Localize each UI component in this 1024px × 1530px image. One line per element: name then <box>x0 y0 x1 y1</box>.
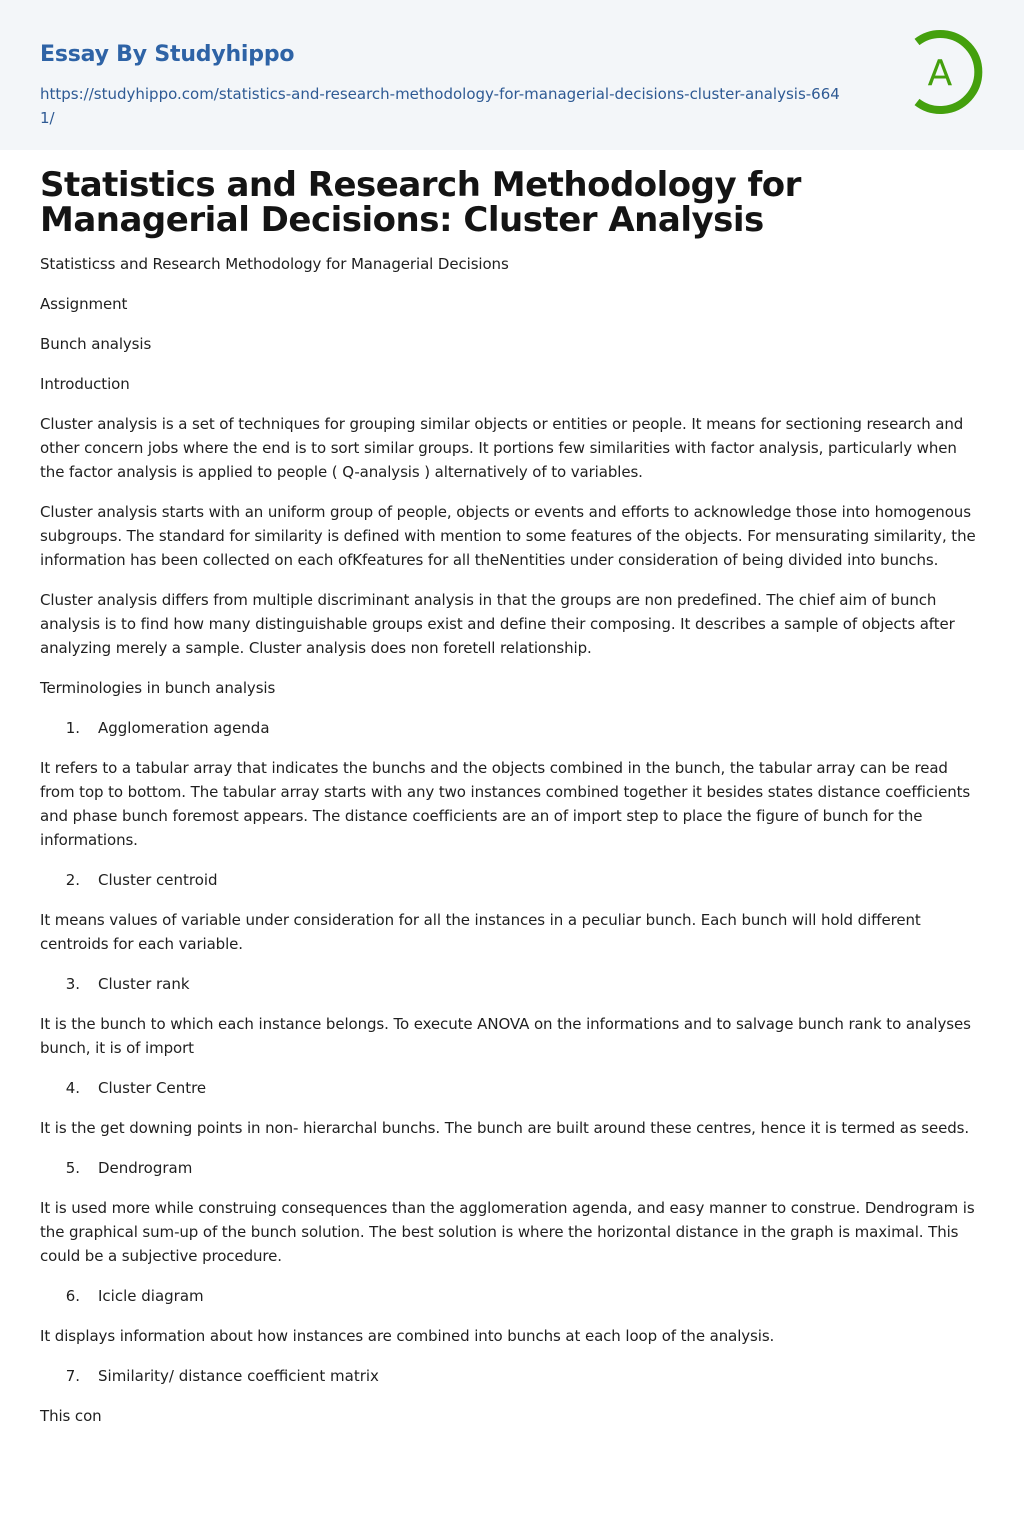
term-number: 1. <box>65 719 80 737</box>
term-description: It is the get downing points in non- hierarchal bunchs. The bunch are built around these centres, hence it is termed as seeds. <box>40 1119 970 1137</box>
term-description: It displays information about how instances are combined into bunchs at each loop of the analysis. <box>40 1327 775 1345</box>
term-name: Cluster centroid <box>98 871 218 889</box>
term-list-item <box>40 1076 984 1100</box>
term-description: It is the bunch to which each instance belongs. To execute ANOVA on the informations and to salvage bunch rank to analyses bunch, it is of import <box>40 1015 971 1057</box>
term-name: Cluster Centre <box>98 1079 207 1097</box>
term-list-item <box>40 1284 984 1308</box>
site-header <box>0 0 1024 150</box>
term-number: 5. <box>65 1159 80 1177</box>
terminology-heading: Terminologies in bunch analysis <box>40 679 276 697</box>
term-name: Icicle diagram <box>98 1287 204 1305</box>
intro-line: Bunch analysis <box>40 335 152 353</box>
term-name: Cluster rank <box>98 975 190 993</box>
paragraph: Cluster analysis is a set of techniques for grouping similar objects or entities or people. It means for sectioning research and other concern jobs where the end is to sort similar groups. It portions few similarities with factor analysis, particularly when the factor analysis is applied to people ( Q-analysis ) alternatively of to variables. <box>40 415 964 481</box>
article-title: Statistics and Research Methodology for Managerial Decisions: Cluster Analysis <box>40 165 801 240</box>
intro-line: Assignment <box>40 295 128 313</box>
article-body <box>0 150 1024 1428</box>
essay-url-link[interactable]: https://studyhippo.com/statistics-and-research-methodology-for-managerial-decisions-cluster-analysis-6641/ <box>40 85 840 127</box>
term-number: 2. <box>65 871 80 889</box>
paragraph: Cluster analysis starts with an uniform group of people, objects or events and efforts to acknowledge those into homogenous subgroups. The standard for similarity is defined with mention to some features of the objects. For mensurating similarity, the information has been collected on each ofKfeatures for all theNentities under consideration of being divided into bunchs. <box>40 503 976 569</box>
term-number: 4. <box>65 1079 80 1097</box>
term-list-item <box>40 1364 984 1388</box>
term-description: This con <box>40 1407 102 1425</box>
term-name: Dendrogram <box>98 1159 193 1177</box>
term-list-item <box>40 972 984 996</box>
intro-line: Introduction <box>40 375 130 393</box>
term-name: Similarity/ distance coefficient matrix <box>98 1367 379 1385</box>
studyhippo-logo-icon[interactable] <box>905 28 989 116</box>
term-list-item <box>40 716 984 740</box>
term-description: It means values of variable under consideration for all the instances in a peculiar bunch. Each bunch will hold different centroids for each variable. <box>40 911 921 953</box>
term-list-item <box>40 868 984 892</box>
term-number: 3. <box>65 975 80 993</box>
term-number: 7. <box>65 1367 80 1385</box>
intro-line: Statisticss and Research Methodology for Managerial Decisions <box>40 255 509 273</box>
term-description: It is used more while construing consequences than the agglomeration agenda, and easy manner to construe. Dendrogram is the graphical sum-up of the bunch solution. The best solution is where the horizontal distance in the graph is maximal. This could be a subjective procedure. <box>40 1199 975 1265</box>
logo-letter: A <box>927 53 953 94</box>
term-name: Agglomeration agenda <box>98 719 270 737</box>
term-list-item <box>40 1156 984 1180</box>
term-description: It refers to a tabular array that indicates the bunchs and the objects combined in the bunch, the tabular array can be read from top to bottom. The tabular array starts with any two instances combined together it besides states distance coefficients and phase bunch foremost appears. The distance coefficients are an of import step to place the figure of bunch for the informations. <box>40 759 971 849</box>
term-number: 6. <box>65 1287 80 1305</box>
site-brand[interactable]: Essay By Studyhippo <box>40 42 295 67</box>
paragraph: Cluster analysis differs from multiple discriminant analysis in that the groups are non predefined. The chief aim of bunch analysis is to find how many distinguishable groups exist and define their composing. It describes a sample of objects after analyzing merely a sample. Cluster analysis does non foretell relationship. <box>40 591 955 657</box>
